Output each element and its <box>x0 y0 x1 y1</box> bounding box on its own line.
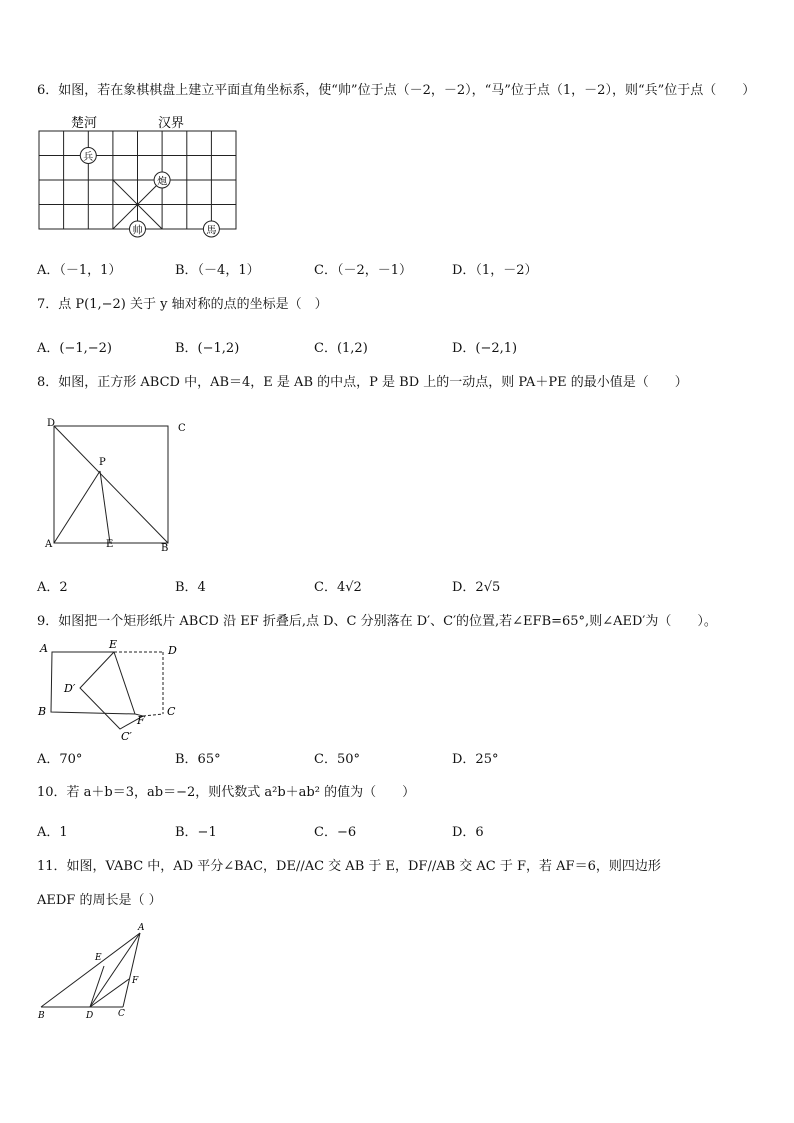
label-d: D <box>47 418 56 429</box>
q8-option-b[interactable]: B．4 <box>175 580 206 595</box>
label-b: B <box>161 543 169 554</box>
label-f11: F <box>132 976 139 986</box>
question-10-text: 10．若 a＋b＝3，ab＝−2，则代数式 a²b＋ab² 的值为（ ） <box>37 785 416 800</box>
question-9-text: 9．如图把一个矩形纸片 ABCD 沿 EF 折叠后,点 D、C 分别落在 D′、C′的位置,若∠EFB=65°,则∠AED′为（ ）。 <box>37 614 717 629</box>
q7-option-c[interactable]: C．(1,2) <box>314 341 368 356</box>
label-f9: F <box>137 714 145 727</box>
question-7-text: 7．点 P(1,−2) 关于 y 轴对称的点的坐标是（ ） <box>37 297 328 312</box>
q8-option-d[interactable]: D．2√5 <box>452 580 501 595</box>
svg-text:炮: 炮 <box>157 176 168 188</box>
q10-option-b[interactable]: B．−1 <box>175 825 217 840</box>
q6-option-d[interactable]: D．（1，－2） <box>452 263 538 278</box>
question-6-options <box>37 259 737 277</box>
label-a9: A <box>40 642 48 655</box>
label-a: A <box>45 539 53 550</box>
square-abcd-figure <box>37 413 192 558</box>
board-grid <box>39 131 236 229</box>
label-b9: B <box>38 705 47 718</box>
q7-option-a[interactable]: A．(−1,−2) <box>37 341 112 356</box>
piece-shuai <box>130 221 146 237</box>
q6-option-c[interactable]: C．（－2，－1） <box>314 263 412 278</box>
q8-option-a[interactable]: A．2 <box>37 580 68 595</box>
q9-option-b[interactable]: B．65° <box>175 752 221 767</box>
question-6-text: 6．如图，若在象棋棋盘上建立平面直角坐标系，使“帅”位于点（－2，－2），“马”位于点（1，－2），则“兵”位于点（ ） <box>37 83 756 98</box>
piece-ma <box>203 221 219 237</box>
piece-bing <box>80 148 96 164</box>
q7-option-d[interactable]: D．(−2,1) <box>452 341 518 356</box>
label-c11: C <box>118 1009 125 1019</box>
label-b11: B <box>38 1011 45 1021</box>
board-label-chuhe: 楚河 <box>71 116 98 131</box>
question-11-text-line2: AEDF 的周长是（ ） <box>37 893 162 908</box>
question-10-options <box>37 821 737 839</box>
label-d-prime: D′ <box>64 682 76 695</box>
q7-option-b[interactable]: B．(−1,2) <box>175 341 240 356</box>
label-e11: E <box>95 953 102 963</box>
q9-option-d[interactable]: D．25° <box>452 752 499 767</box>
triangle-abc-figure <box>37 920 147 1020</box>
label-d11: D <box>86 1011 94 1021</box>
label-c-prime: C′ <box>121 730 132 743</box>
label-c: C <box>178 423 186 434</box>
q9-option-a[interactable]: A．70° <box>37 752 83 767</box>
piece-pao <box>154 172 170 188</box>
question-11-text-line1: 11．如图，VABC 中，AD 平分∠BAC，DE//AC 交 AB 于 E，DF//AB 交 AC 于 F，若 AF＝6，则四边形 <box>37 859 661 874</box>
label-c9: C <box>167 705 176 718</box>
q6-option-b[interactable]: B．（－4，1） <box>175 263 260 278</box>
label-e: E <box>106 539 114 550</box>
question-9-options <box>37 748 737 766</box>
svg-text:帅: 帅 <box>132 225 143 237</box>
question-8-text: 8．如图，正方形 ABCD 中，AB＝4，E 是 AB 的中点，P 是 BD 上的一动点，则 PA＋PE 的最小值是（ ） <box>37 375 688 390</box>
svg-text:兵: 兵 <box>83 152 94 163</box>
board-label-hanjie: 汉界 <box>158 116 185 131</box>
question-8-options <box>37 576 737 594</box>
label-e9: E <box>109 638 118 651</box>
label-p: P <box>99 457 106 468</box>
q9-option-c[interactable]: C．50° <box>314 752 360 767</box>
label-d9: D <box>168 644 177 657</box>
label-a11: A <box>138 923 145 933</box>
q10-option-d[interactable]: D．6 <box>452 825 484 840</box>
q10-option-c[interactable]: C．−6 <box>314 825 357 840</box>
q8-option-c[interactable]: C．4√2 <box>314 580 362 595</box>
question-7-options <box>37 337 737 355</box>
folded-rectangle-figure <box>37 638 182 746</box>
svg-text:馬: 馬 <box>206 225 217 237</box>
q10-option-a[interactable]: A．1 <box>37 825 68 840</box>
q6-option-a[interactable]: A．（－1，1） <box>37 263 122 278</box>
chess-board-figure <box>37 114 242 242</box>
